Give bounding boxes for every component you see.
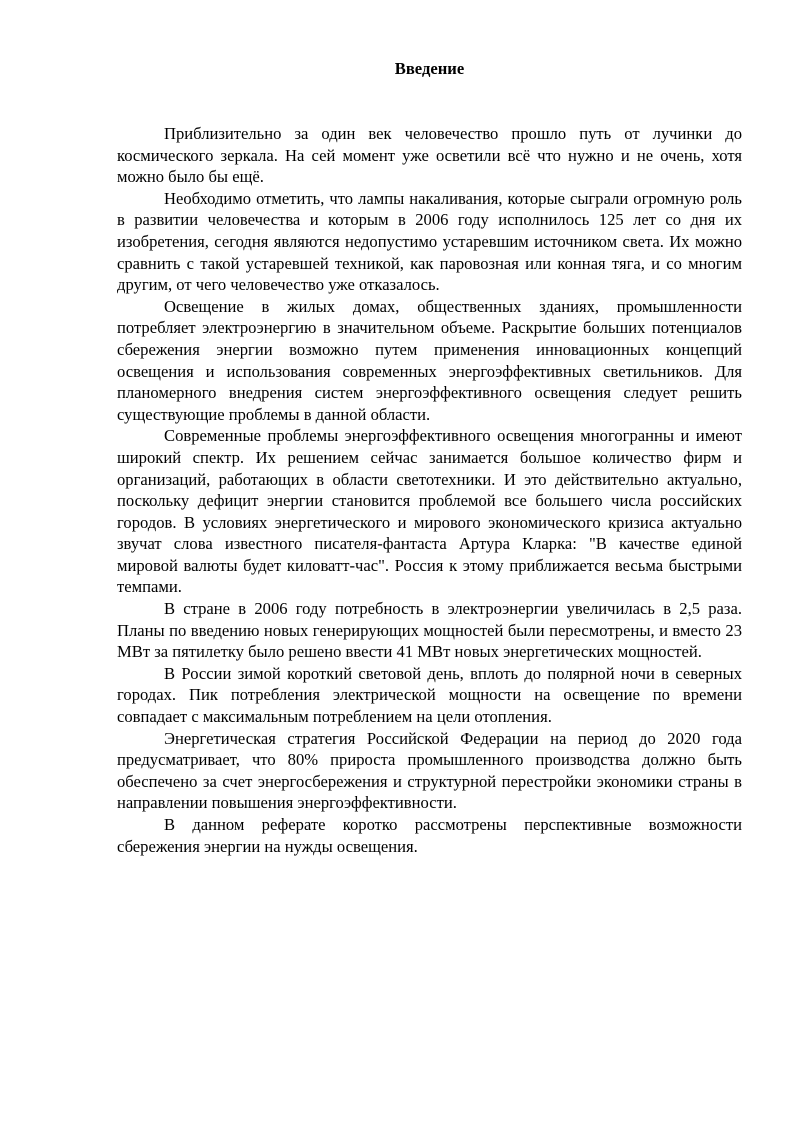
- paragraph-2: Необходимо отметить, что лампы накаливания, которые сыграли огромную роль в развитии человечества и которым в 2006 году исполнилось 125 лет со дня их изобретения, сегодня являются недопустимо устаревшим источником света. Их можно сравнить с такой устаревшей техникой, как паровозная или конная тяга, и со многим другим, от чего человечество уже отказалось.: [117, 188, 742, 295]
- paragraph-5: В стране в 2006 году потребность в электроэнергии увеличилась в 2,5 раза. Планы по введению новых генерирующих мощностей были пересмотрены, и вместо 23 МВт за пятилетку было решено ввести 41 МВт новых энергетических мощностей.: [117, 599, 742, 662]
- paragraph-3: Освещение в жилых домах, общественных зданиях, промышленности потребляет электроэнергию в значительном объеме. Раскрытие больших потенциалов сбережения энергии возможно путем применения инновационных концепций освещения и использования современных энергоэффективных светильников. Для планомерного внедрения систем энергоэффективного освещения следует решить существующие проблемы в данной области.: [117, 296, 742, 424]
- paragraph-7: Энергетическая стратегия Российской Федерации на период до 2020 года предусматривает, что 80% прироста промышленного производства должно быть обеспечено за счет энергосбережения и структурной перестройки экономики страны в направлении повышения энергоэффективности.: [117, 728, 742, 813]
- paragraph-8: В данном реферате коротко рассмотрены перспективные возможности сбережения энергии на нужды освещения.: [117, 815, 742, 856]
- document-body: [117, 57, 742, 857]
- paragraph-1: Приблизительно за один век человечество прошло путь от лучинки до космического зеркала. На сей момент уже осветили всё что нужно и не очень, хотя можно было бы ещё.: [117, 124, 742, 187]
- paragraph-4: Современные проблемы энергоэффективного освещения многогранны и имеют широкий спектр. Их решением сейчас занимается большое количество фирм и организаций, работающих в области светотехники. И это действительно актуально, поскольку дефицит энергии становится проблемой все большего числа российских городов. В условиях энергетического и мирового экономического кризиса актуально звучат слова известного писателя-фантаста Артура Кларка: "В качестве единой мировой валюты будет киловатт-час". Россия к этому приближается весьма быстрыми темпами.: [117, 426, 742, 597]
- page-title: Введение: [394, 59, 465, 78]
- paragraph-6: В России зимой короткий световой день, вплоть до полярной ночи в северных городах. Пик потребления электрической мощности на освещение по времени совпадает с максимальным потреблением на цели отопления.: [117, 663, 742, 727]
